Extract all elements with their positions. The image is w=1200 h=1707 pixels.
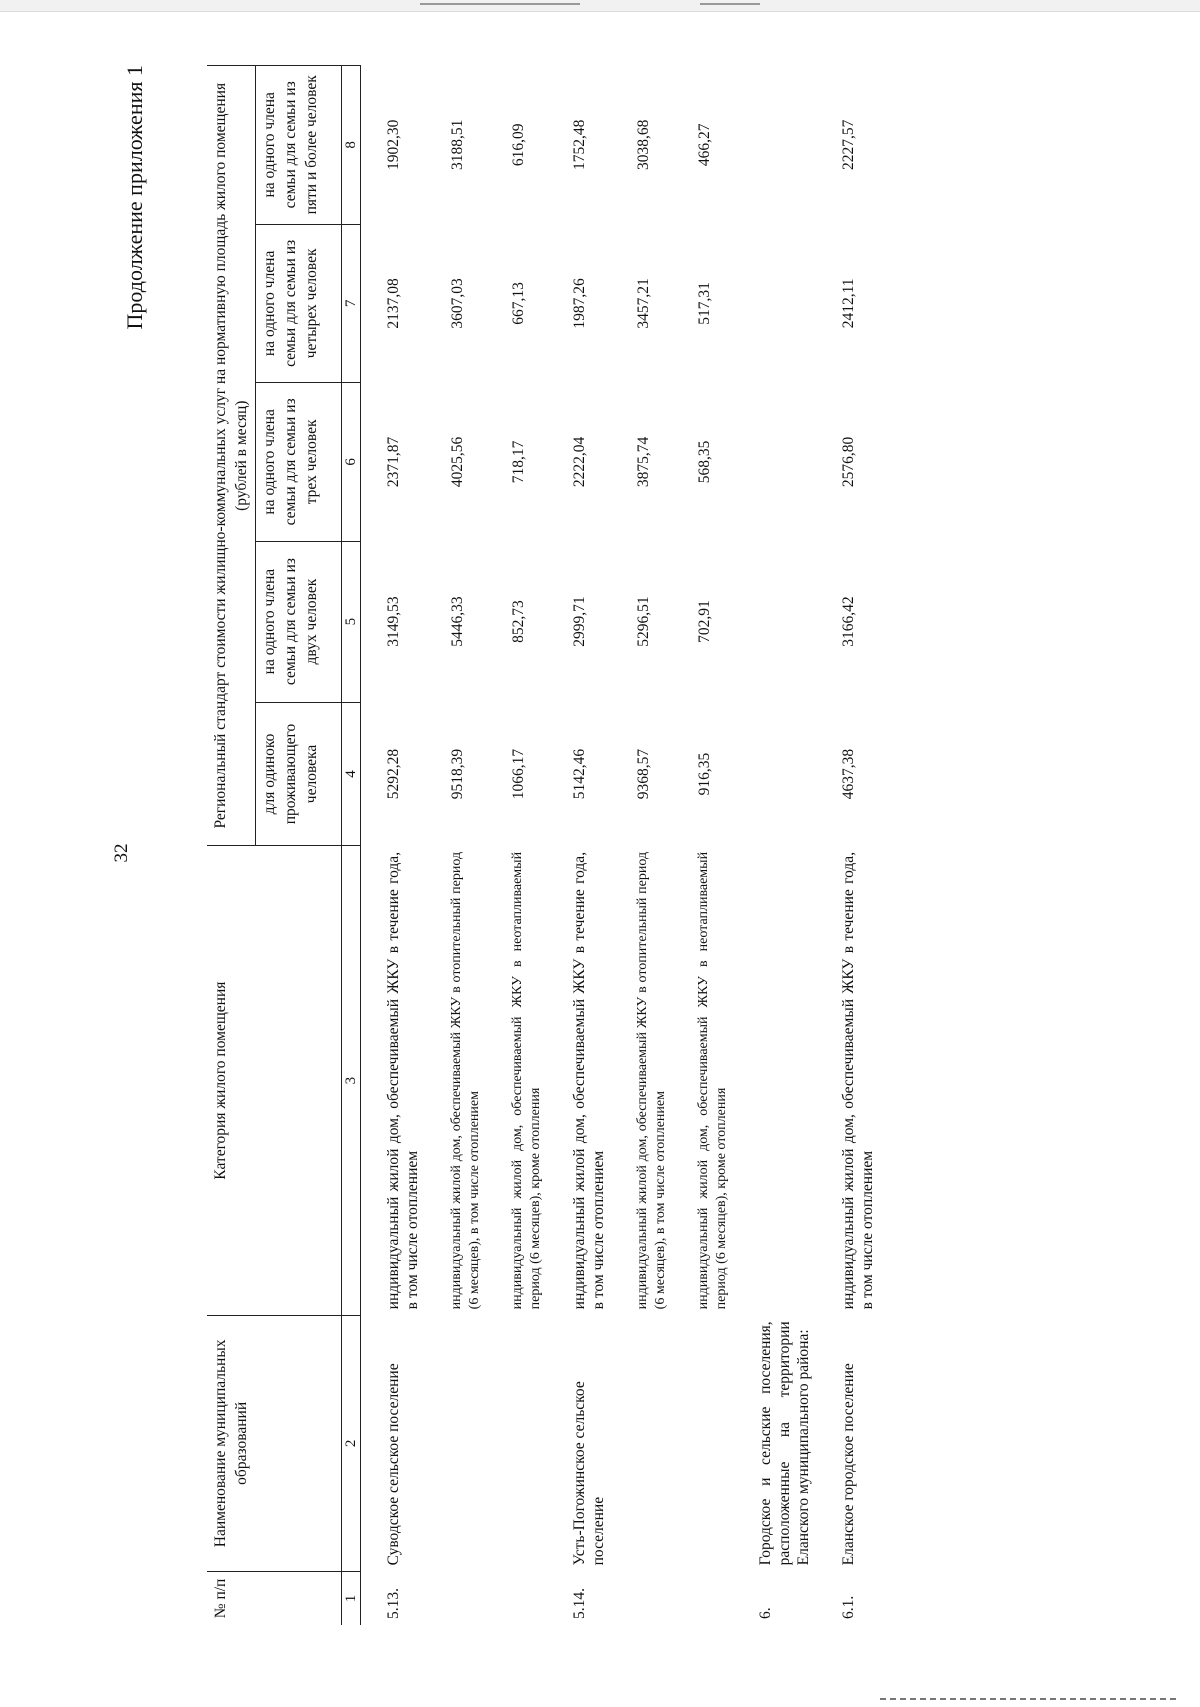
header-name: Наименование муниципальных образований bbox=[207, 1315, 342, 1571]
housing-category: индивидуальный жилой дом, обеспечиваемый ЖКУ в неотапливаемый период (6 месяцев), кроме отопления bbox=[510, 851, 543, 1310]
value-two: 702,91 bbox=[696, 600, 713, 643]
value-four bbox=[753, 224, 816, 383]
header-two: на одного члена семьи для семьи из двух человек bbox=[256, 541, 342, 702]
value-two: 5296,51 bbox=[635, 596, 652, 647]
value-two: 5446,33 bbox=[449, 596, 466, 647]
value-two: 3166,42 bbox=[840, 596, 857, 647]
value-five: 3038,68 bbox=[635, 119, 652, 170]
value-three: 2222,04 bbox=[571, 436, 588, 488]
header-single: для одиноко проживающего человека bbox=[256, 702, 342, 846]
appendix-caption: Продолжение приложения 1 bbox=[122, 65, 147, 330]
regional-standard-table bbox=[207, 65, 880, 1625]
scan-bottom-marks bbox=[880, 1698, 1180, 1700]
scan-mark bbox=[700, 3, 760, 5]
value-single: 9518,39 bbox=[449, 748, 466, 800]
row-number: 5.13. bbox=[385, 1588, 402, 1619]
value-three: 4025,56 bbox=[449, 436, 466, 488]
value-two: 2999,71 bbox=[571, 596, 588, 647]
table-row bbox=[445, 66, 486, 1626]
value-four: 2137,08 bbox=[385, 278, 402, 329]
housing-category: индивидуальный жилой дом, обеспечиваемый ЖКУ в неотапливаемый период (6 месяцев), кроме отопления bbox=[696, 851, 729, 1310]
value-five: 2227,57 bbox=[840, 119, 857, 170]
housing-category: индивидуальный жилой дом, обеспечиваемый ЖКУ в отопительный период (6 месяцев), в том числе отоплением bbox=[635, 851, 668, 1310]
value-four: 1987,26 bbox=[571, 278, 588, 329]
header-three: на одного члена семьи для семьи из трех человек bbox=[256, 383, 342, 542]
housing-category: индивидуальный жилой дом, обеспечиваемый ЖКУ в течение года, в том числе отоплением bbox=[571, 851, 607, 1310]
table-row bbox=[567, 66, 611, 1626]
column-number: 1 bbox=[342, 1571, 361, 1625]
header-four: на одного члена семьи для семьи из четырех человек bbox=[256, 224, 342, 383]
value-five: 1902,30 bbox=[385, 119, 402, 170]
row-number bbox=[631, 1571, 672, 1625]
housing-category: индивидуальный жилой дом, обеспечиваемый ЖКУ в отопительный период (6 месяцев), в том числе отоплением bbox=[449, 851, 482, 1310]
value-three bbox=[753, 383, 816, 542]
column-number: 2 bbox=[342, 1315, 361, 1571]
row-number: 5.14. bbox=[571, 1588, 588, 1619]
row-number bbox=[506, 1571, 547, 1625]
row-number: 6. bbox=[757, 1607, 774, 1619]
page-number: 32 bbox=[111, 843, 132, 863]
value-three: 3875,74 bbox=[635, 436, 652, 488]
header-standard: Региональный стандарт стоимости жилищно-коммунальных услуг на нормативную площадь жилого помещения (рублей в месяц) bbox=[207, 66, 256, 846]
housing-category bbox=[753, 846, 816, 1315]
value-single bbox=[753, 702, 816, 846]
value-four: 517,31 bbox=[696, 282, 713, 325]
column-number: 3 bbox=[342, 846, 361, 1315]
value-four: 2412,11 bbox=[840, 278, 857, 329]
value-two bbox=[753, 541, 816, 702]
table-row bbox=[692, 66, 733, 1626]
header-category: Категория жилого помещения bbox=[207, 846, 342, 1315]
value-single: 916,35 bbox=[696, 752, 713, 796]
table-row bbox=[381, 66, 425, 1626]
value-five bbox=[753, 66, 816, 225]
value-four: 667,13 bbox=[510, 282, 527, 325]
value-three: 568,35 bbox=[696, 440, 713, 484]
header-five: на одного члена семьи для семьи из пяти и более человек bbox=[256, 66, 342, 225]
table-row bbox=[506, 66, 547, 1626]
value-five: 616,09 bbox=[510, 123, 527, 167]
value-single: 9368,57 bbox=[635, 748, 652, 800]
table-row bbox=[631, 66, 672, 1626]
value-three: 718,17 bbox=[510, 440, 527, 484]
column-number: 4 bbox=[342, 702, 361, 846]
column-number: 8 bbox=[342, 66, 361, 225]
value-five: 466,27 bbox=[696, 123, 713, 167]
column-number: 5 bbox=[342, 541, 361, 702]
municipality-name: Суводское сельское поселение bbox=[385, 1363, 402, 1566]
value-four: 3607,03 bbox=[449, 278, 466, 329]
value-three: 2371,87 bbox=[385, 436, 402, 488]
row-number bbox=[692, 1571, 733, 1625]
municipality-name bbox=[506, 1315, 547, 1571]
value-single: 5292,28 bbox=[385, 748, 402, 800]
municipality-name: Усть-Погожинское сельское поселение bbox=[571, 1381, 607, 1566]
table-row bbox=[836, 66, 880, 1626]
scan-top-edge bbox=[0, 0, 1200, 12]
municipality-name: Городское и сельские поселения, расположенные на территории Еланского муниципального района: bbox=[757, 1321, 812, 1566]
value-three: 2576,80 bbox=[840, 436, 857, 488]
value-single: 5142,46 bbox=[571, 748, 588, 800]
housing-category: индивидуальный жилой дом, обеспечиваемый ЖКУ в течение года, в том числе отоплением bbox=[385, 851, 421, 1310]
value-two: 852,73 bbox=[510, 600, 527, 643]
value-four: 3457,21 bbox=[635, 278, 652, 329]
municipality-name bbox=[631, 1315, 672, 1571]
municipality-name bbox=[445, 1315, 486, 1571]
column-number: 6 bbox=[342, 383, 361, 542]
table-row bbox=[753, 66, 816, 1626]
housing-category: индивидуальный жилой дом, обеспечиваемый ЖКУ в течение года, в том числе отоплением bbox=[840, 851, 876, 1310]
scan-mark bbox=[420, 3, 580, 5]
rotated-sheet bbox=[122, 65, 1200, 1625]
municipality-name bbox=[692, 1315, 733, 1571]
value-single: 1066,17 bbox=[510, 748, 527, 800]
municipality-name: Еланское городское поселение bbox=[840, 1363, 857, 1566]
row-number: 6.1. bbox=[840, 1595, 857, 1619]
row-number bbox=[445, 1571, 486, 1625]
column-number: 7 bbox=[342, 224, 361, 383]
value-two: 3149,53 bbox=[385, 596, 402, 647]
header-no: № п/п bbox=[207, 1571, 342, 1625]
value-five: 3188,51 bbox=[449, 119, 466, 170]
value-single: 4637,38 bbox=[840, 748, 857, 800]
value-five: 1752,48 bbox=[571, 119, 588, 170]
